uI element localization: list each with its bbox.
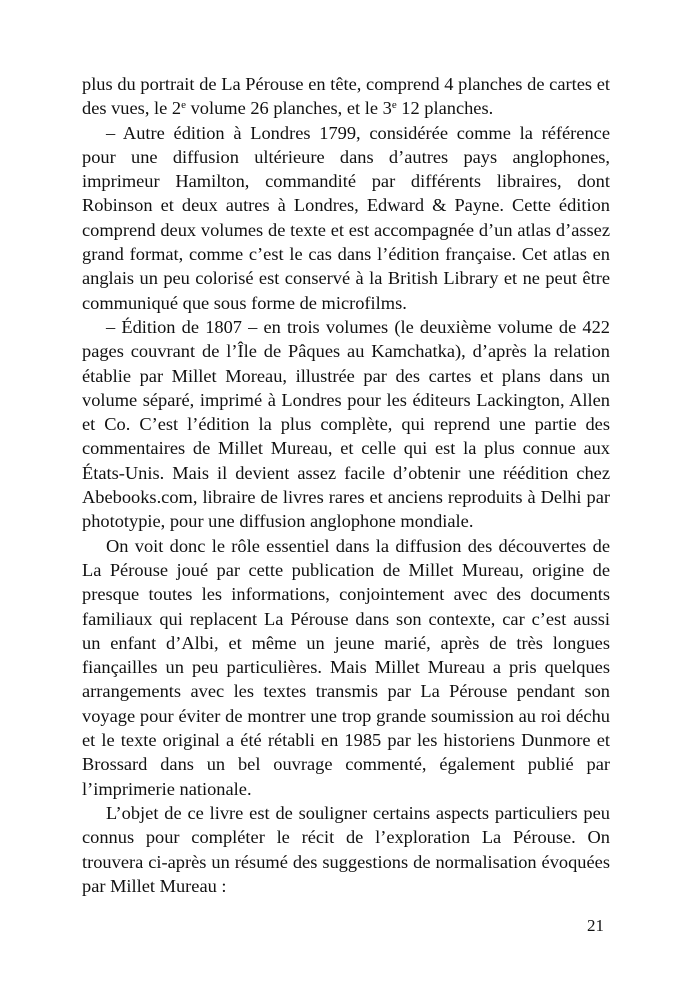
superscript-ordinal: e [391,99,397,112]
paragraph-1-text-middle: volume 26 planches, et le 3 [185,98,392,119]
paragraph-london-1799-edition: – Autre édition à Londres 1799, considérée comme la référence pour une diffusion ultérieure dans d’autres pays anglophones, imprimeur Hamilton, commandité par différents libraires, dont Robinson et deux autres à Londres, Edward & Payne. Cette édition comprend deux volumes de texte et est accompagnée d’un atlas d’assez grand format, comme c’est le cas dans l’édition française. Cet atlas en anglais un peu colorisé est conservé à la British Library et ne peut être communiqué que sous forme de microfilms. [82,122,610,313]
page-number: 21 [587,916,604,935]
page-body [82,72,610,898]
paragraph-volume-plates [82,72,610,121]
superscript-ordinal: e [181,99,186,112]
paragraph-1-text-end: 12 planches. [396,98,494,119]
paragraph-millet-mureau-role: On voit donc le rôle essentiel dans la diffusion des découvertes de La Pérouse joué par cette publication de Millet Mureau, origine de presque toutes les informations, conjointement avec des documents familiaux qui replacent La Pérouse dans son contexte, car c’est aussi un enfant d’Albi, et même un jeune marié, après de très longues fiançailles un peu particulières. Mais Millet Mureau a pris quelques arrangements avec les textes transmis par La Pérouse pendant son voyage pour éviter de montrer une trop grande soumission au roi déchu et le texte original a été rétabli en 1985 par les historiens Dunmore et Brossard dans un bel ouvrage commenté, également publié par l’imprimerie nationale. [82,535,610,799]
paragraph-1-text-start: plus du portrait de La Pérouse en tête, comprend 4 planches de cartes et des vues, le 2 [82,74,610,119]
paragraph-1807-edition: – Édition de 1807 – en trois volumes (le deuxième volume de 422 pages couvrant de l’Île de Pâques au Kamchatka), d’après la relation établie par Millet Moreau, illustrée par des cartes et plans dans un volume séparé, imprimé à Londres pour les éditeurs Lackington, Allen et Co. C’est l’édition la plus complète, qui reprend une partie des commentaires de Millet Mureau, et celle qui est la plus connue aux États-Unis. Mais il devient assez facile d’obtenir une réédition chez Abebooks.com, libraire de livres rares et anciens reproduits à Delhi par phototypie, pour une diffusion anglophone mondiale. [82,316,610,532]
paragraph-book-purpose: L’objet de ce livre est de souligner certains aspects particuliers peu connus pour compléter le récit de l’exploration La Pérouse. On trouvera ci-après un résumé des suggestions de normalisation évoquées par Millet Mureau : [82,802,610,896]
